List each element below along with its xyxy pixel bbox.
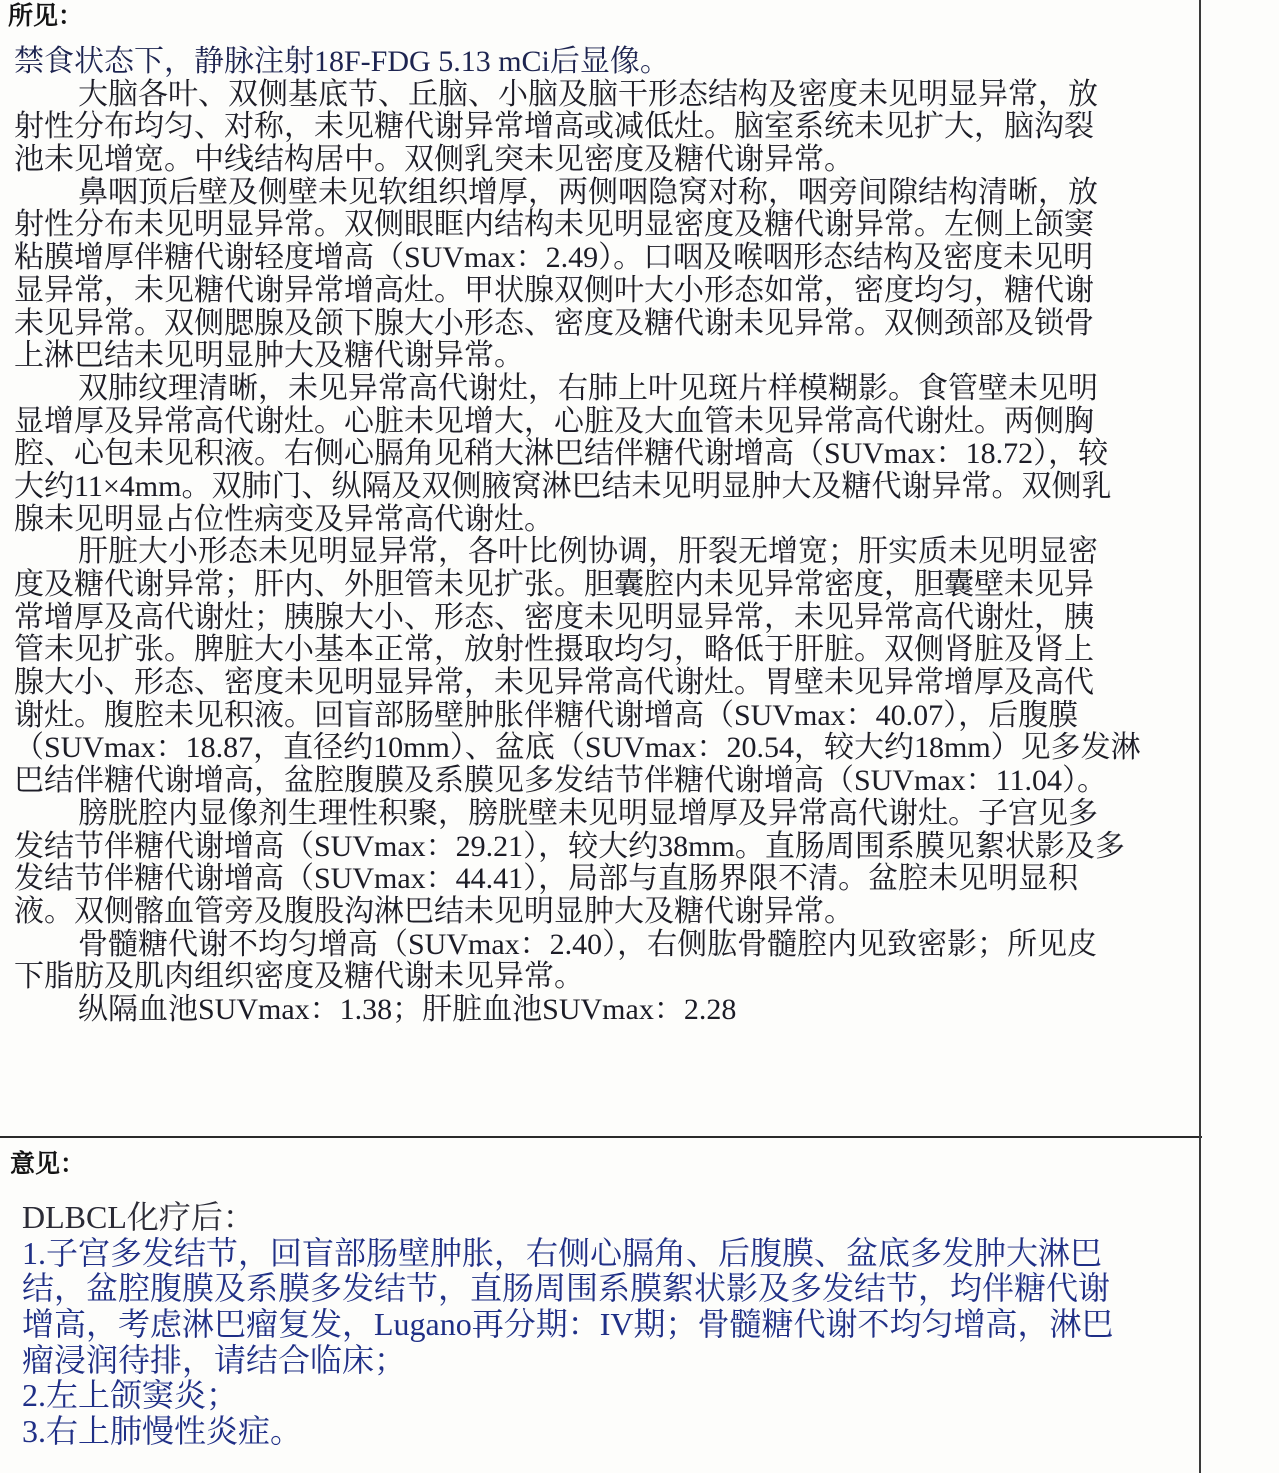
finding-line: 下脂肪及肌肉组织密度及糖代谢未见异常。 [14,960,584,994]
finding-line: 上淋巴结未见明显肿大及糖代谢异常。 [14,339,524,373]
section-divider [0,1136,1202,1138]
finding-line: 射性分布未见明显异常。双侧眼眶内结构未见明显密度及糖代谢异常。左侧上颌窦 [14,208,1094,242]
findings-body [14,46,1194,1027]
finding-paragraph-head-neck [14,177,1194,373]
finding-line: （SUVmax：18.87，直径约10mm）、盆底（SUVmax：20.54，较大约18mm）见多发淋 [14,731,1141,765]
finding-line: 发结节伴糖代谢增高（SUVmax：44.41），局部与直肠界限不清。盆腔未见明显积 [14,862,1079,896]
finding-line: 管未见扩张。脾脏大小基本正常，放射性摄取均匀，略低于肝脏。双侧肾脏及肾上 [14,633,1094,667]
finding-paragraph-blood-pool [14,994,1194,1027]
finding-line: 腺大小、形态、密度未见明显异常，未见异常高代谢灶。胃壁未见异常增厚及高代 [14,666,1094,700]
finding-line: 膀胱腔内显像剂生理性积聚，膀胱壁未见明显增厚及异常高代谢灶。子宫见多 [78,796,1098,830]
finding-line: 大脑各叶、双侧基底节、丘脑、小脑及脑干形态结构及密度未见明显异常，放 [78,77,1098,111]
finding-line: 巴结伴糖代谢增高，盆腔腹膜及系膜见多发结节伴糖代谢增高（SUVmax：11.04）。 [14,764,1108,798]
finding-line: 大约11×4mm。双肺门、纵隔及双侧腋窝淋巴结未见明显肿大及糖代谢异常。双侧乳 [14,469,1112,503]
impression-line: 结，盆腔腹膜及系膜多发结节，直肠周围系膜絮状影及多发结节，均伴糖代谢 [22,1270,1111,1307]
finding-paragraph-chest [14,373,1194,536]
finding-line: 腔、心包未见积液。右侧心膈角见稍大淋巴结伴糖代谢增高（SUVmax：18.72），较 [14,437,1109,471]
findings-intro: 禁食状态下，静脉注射18F-FDG 5.13 mCi后显像。 [14,45,670,78]
impression-heading: 意见： [10,1151,86,1178]
finding-paragraph-brain [14,79,1194,177]
findings-heading: 所见： [8,3,84,30]
finding-line: 液。双侧髂血管旁及腹股沟淋巴结未见明显肿大及糖代谢异常。 [14,894,854,928]
finding-line: 常增厚及高代谢灶；胰腺大小、形态、密度未见明显异常，未见异常高代谢灶，胰 [14,600,1094,634]
impression-line: 2.左上颌窦炎； [22,1377,239,1414]
finding-line: 发结节伴糖代谢增高（SUVmax：29.21），较大约38mm。直肠周围系膜见絮状影及多 [14,829,1125,863]
finding-paragraph-pelvis [14,798,1194,929]
finding-line: 纵隔血池SUVmax：1.38；肝脏血池SUVmax：2.28 [78,992,737,1026]
finding-line: 鼻咽顶后壁及侧壁未见软组织增厚，两侧咽隐窝对称，咽旁间隙结构清晰，放 [78,175,1098,209]
impression-body [22,1200,1192,1450]
finding-paragraph-abdomen [14,536,1194,798]
finding-line: 度及糖代谢异常；肝内、外胆管未见扩张。胆囊腔内未见异常密度，胆囊壁未见异 [14,568,1094,601]
finding-line: 谢灶。腹腔未见积液。回盲部肠壁肿胀伴糖代谢增高（SUVmax：40.07），后腹膜 [14,698,1079,732]
finding-line: 腺未见明显占位性病变及异常高代谢灶。 [14,502,554,536]
impression-item [22,1378,1192,1414]
impression-line: 增高，考虑淋巴瘤复发，Lugano再分期：IV期；骨髓糖代谢不均匀增高，淋巴 [22,1306,1114,1343]
finding-line: 池未见增宽。中线结构居中。双侧乳突未见密度及糖代谢异常。 [14,143,854,177]
finding-line: 未见异常。双侧腮腺及颌下腺大小形态、密度及糖代谢未见异常。双侧颈部及锁骨 [14,306,1094,340]
finding-line: 显异常，未见糖代谢异常增高灶。甲状腺双侧叶大小形态如常，密度均匀，糖代谢 [14,273,1094,307]
finding-line: 射性分布均匀、对称，未见糖代谢异常增高或减低灶。脑室系统未见扩大，脑沟裂 [14,110,1094,144]
finding-paragraph-bone [14,929,1194,994]
finding-line: 双肺纹理清晰，未见异常高代谢灶，右肺上叶见斑片样模糊影。食管壁未见明 [78,371,1098,405]
impression-item [22,1414,1192,1450]
finding-line: 显增厚及异常高代谢灶。心脏未见增大，心脏及大血管未见异常高代谢灶。两侧胸 [14,404,1094,438]
impression-lead: DLBCL化疗后： [22,1199,255,1235]
impression-line: 瘤浸润待排，请结合临床； [22,1341,407,1378]
impression-item [22,1236,1192,1379]
impression-line: 1.子宫多发结节，回盲部肠壁肿胀，右侧心膈角、后腹膜、盆底多发肿大淋巴 [22,1234,1103,1271]
right-border [1199,0,1201,1473]
impression-line: 3.右上肺慢性炎症。 [22,1413,303,1450]
finding-line: 粘膜增厚伴糖代谢轻度增高（SUVmax：2.49）。口咽及喉咽形态结构及密度未见明 [14,241,1094,275]
finding-line: 肝脏大小形态未见明显异常，各叶比例协调，肝裂无增宽；肝实质未见明显密 [78,535,1098,569]
finding-line: 骨髓糖代谢不均匀增高（SUVmax：2.40），右侧肱骨髓腔内见致密影；所见皮 [78,927,1098,961]
